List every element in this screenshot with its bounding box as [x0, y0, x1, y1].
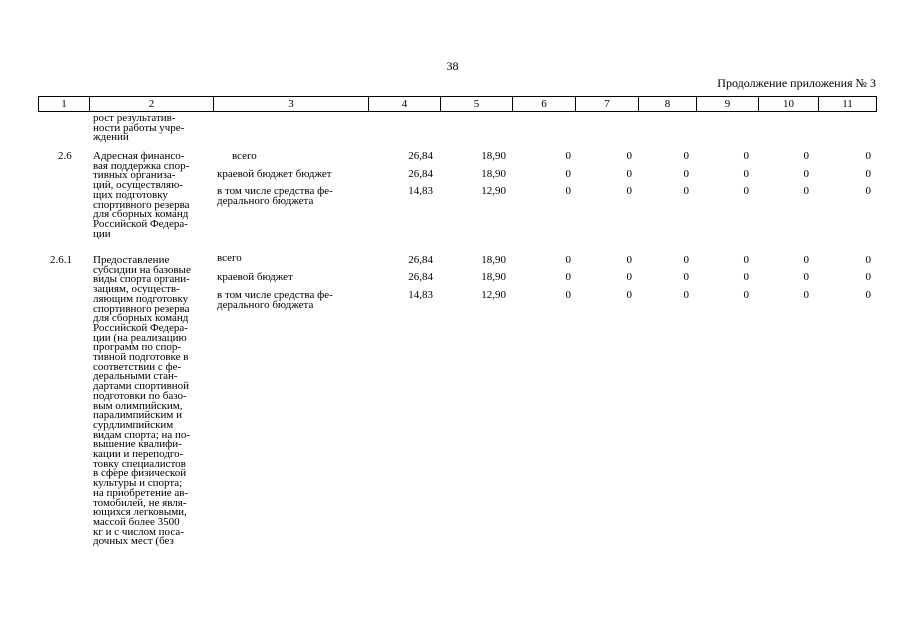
value-cell: 0 [743, 168, 749, 180]
description-line: томобилей, не явля- [93, 496, 187, 509]
source-line: дерального бюджета [217, 194, 314, 207]
value-cell: 0 [803, 150, 809, 162]
value-cell: 0 [683, 150, 689, 162]
description-line: субсидии на базовые [93, 263, 191, 276]
value-cell: 0 [626, 150, 632, 162]
value-cell: 0 [865, 185, 871, 197]
description-line: виды спорта органи- [93, 273, 190, 286]
description-line: товку специалистов [93, 457, 186, 470]
funding-source: всего [217, 252, 242, 264]
description-line: культуры и спорта; [93, 477, 183, 490]
column-header: 7 [575, 97, 638, 111]
description-line: тивных организа- [93, 169, 176, 182]
column-header: 9 [696, 97, 758, 111]
source-line: дерального бюджета [217, 298, 314, 311]
funding-source: краевой бюджет бюджет [217, 168, 332, 180]
description-line: ций, осуществляю- [93, 179, 183, 192]
value-cell: 18,90 [481, 254, 506, 266]
description-line: кации и переподго- [93, 448, 184, 461]
source-line: в том числе средства фе- [217, 185, 333, 197]
description-line: на приобретение ав- [93, 486, 189, 499]
value-cell: 0 [803, 271, 809, 283]
column-header: 4 [368, 97, 440, 111]
value-cell: 26,84 [408, 254, 433, 266]
value-cell: 18,90 [481, 168, 506, 180]
description-line: Адресная финансо- [93, 150, 185, 162]
value-cell: 0 [743, 185, 749, 197]
value-cell: 18,90 [481, 271, 506, 283]
row-description [93, 152, 213, 239]
column-header: 1 [61, 98, 67, 110]
column-header: 10 [758, 97, 818, 111]
description-line: ждений [93, 131, 129, 144]
column-header: 5 [440, 97, 512, 111]
value-cell: 12,90 [481, 185, 506, 197]
value-cell: 0 [865, 150, 871, 162]
value-cell: 14,83 [408, 185, 433, 197]
description-line: ности работы учре- [93, 121, 185, 134]
continuation-label: Продолжение приложения № 3 [717, 76, 876, 90]
row-code: 2.6.1 [50, 254, 72, 266]
column-header: 8 [638, 97, 696, 111]
value-cell: 0 [743, 254, 749, 266]
value-cell: 0 [565, 150, 571, 162]
column-header: 11 [818, 97, 876, 111]
description-line: сурдлимпийским [93, 418, 174, 431]
row-code: 2.6 [58, 150, 72, 162]
description-line: для сборных команд [93, 312, 189, 325]
value-cell: 0 [626, 254, 632, 266]
column-header-row [38, 96, 877, 112]
description-line: в сфере физической [93, 467, 187, 480]
description-line: спортивного резерва [93, 198, 190, 211]
value-cell: 0 [865, 168, 871, 180]
value-cell: 0 [743, 150, 749, 162]
funding-source [217, 187, 333, 206]
description-line: ции (на реализацию [93, 331, 187, 344]
description-line: для сборных команд [93, 208, 189, 221]
value-cell: 0 [626, 168, 632, 180]
description-line: видам спорта; на по- [93, 428, 191, 441]
page-number: 38 [446, 59, 459, 73]
value-cell: 0 [683, 254, 689, 266]
description-line: зациям, осуществ- [93, 283, 180, 296]
description-line: вая поддержка спор- [93, 159, 190, 172]
value-cell: 18,90 [481, 150, 506, 162]
value-cell: 0 [803, 168, 809, 180]
value-cell: 0 [565, 168, 571, 180]
value-cell: 0 [683, 271, 689, 283]
value-cell: 0 [803, 185, 809, 197]
value-cell: 0 [683, 289, 689, 301]
value-cell: 0 [683, 168, 689, 180]
value-cell: 26,84 [408, 271, 433, 283]
source-line: в том числе средства фе- [217, 289, 333, 301]
column-header: 6 [512, 97, 575, 111]
value-cell: 26,84 [408, 168, 433, 180]
description-line: рост результатив- [93, 112, 176, 124]
description-line: деральными стан- [93, 370, 178, 383]
value-cell: 0 [865, 271, 871, 283]
value-cell: 12,90 [481, 289, 506, 301]
value-cell: 0 [743, 289, 749, 301]
column-header: 3 [213, 97, 368, 111]
value-cell: 0 [565, 289, 571, 301]
value-cell: 26,84 [408, 150, 433, 162]
value-cell: 0 [626, 185, 632, 197]
carryover-description [93, 114, 213, 143]
description-line: массой более 3500 [93, 515, 180, 528]
description-line: соответствии с фе- [93, 360, 182, 373]
description-line: кг и с числом поса- [93, 525, 184, 538]
description-line: Российской Федера- [93, 321, 188, 334]
value-cell: 0 [626, 289, 632, 301]
description-line: тивной подготовке в [93, 351, 189, 364]
value-cell: 0 [803, 254, 809, 266]
value-cell: 0 [683, 185, 689, 197]
description-line: вым олимпийским, [93, 399, 183, 412]
value-cell: 0 [626, 271, 632, 283]
value-cell: 0 [565, 271, 571, 283]
description-line: Предоставление [93, 254, 170, 266]
value-cell: 0 [743, 271, 749, 283]
description-line: ции [93, 227, 111, 240]
column-header: 2 [89, 97, 213, 111]
funding-source: краевой бюджет [217, 271, 293, 283]
row-description [93, 256, 213, 547]
funding-source [217, 291, 333, 310]
value-cell: 0 [865, 254, 871, 266]
description-line: щих подготовку [93, 188, 168, 201]
value-cell: 0 [803, 289, 809, 301]
value-cell: 0 [865, 289, 871, 301]
value-cell: 0 [565, 254, 571, 266]
description-line: Российской Федера- [93, 217, 188, 230]
description-line: вышение квалифи- [93, 438, 182, 451]
funding-source: всего [232, 150, 257, 162]
description-line: ляющим подготовку [93, 292, 189, 305]
description-line: программ по спор- [93, 341, 182, 354]
description-line: дартами спортивной [93, 380, 190, 393]
value-cell: 14,83 [408, 289, 433, 301]
description-line: дочных мест (без [93, 535, 174, 548]
description-line: ющихся легковыми, [93, 506, 187, 519]
value-cell: 0 [565, 185, 571, 197]
description-line: подготовки по базо- [93, 389, 187, 402]
description-line: паралимпийским и [93, 409, 182, 422]
description-line: спортивного резерва [93, 302, 190, 315]
